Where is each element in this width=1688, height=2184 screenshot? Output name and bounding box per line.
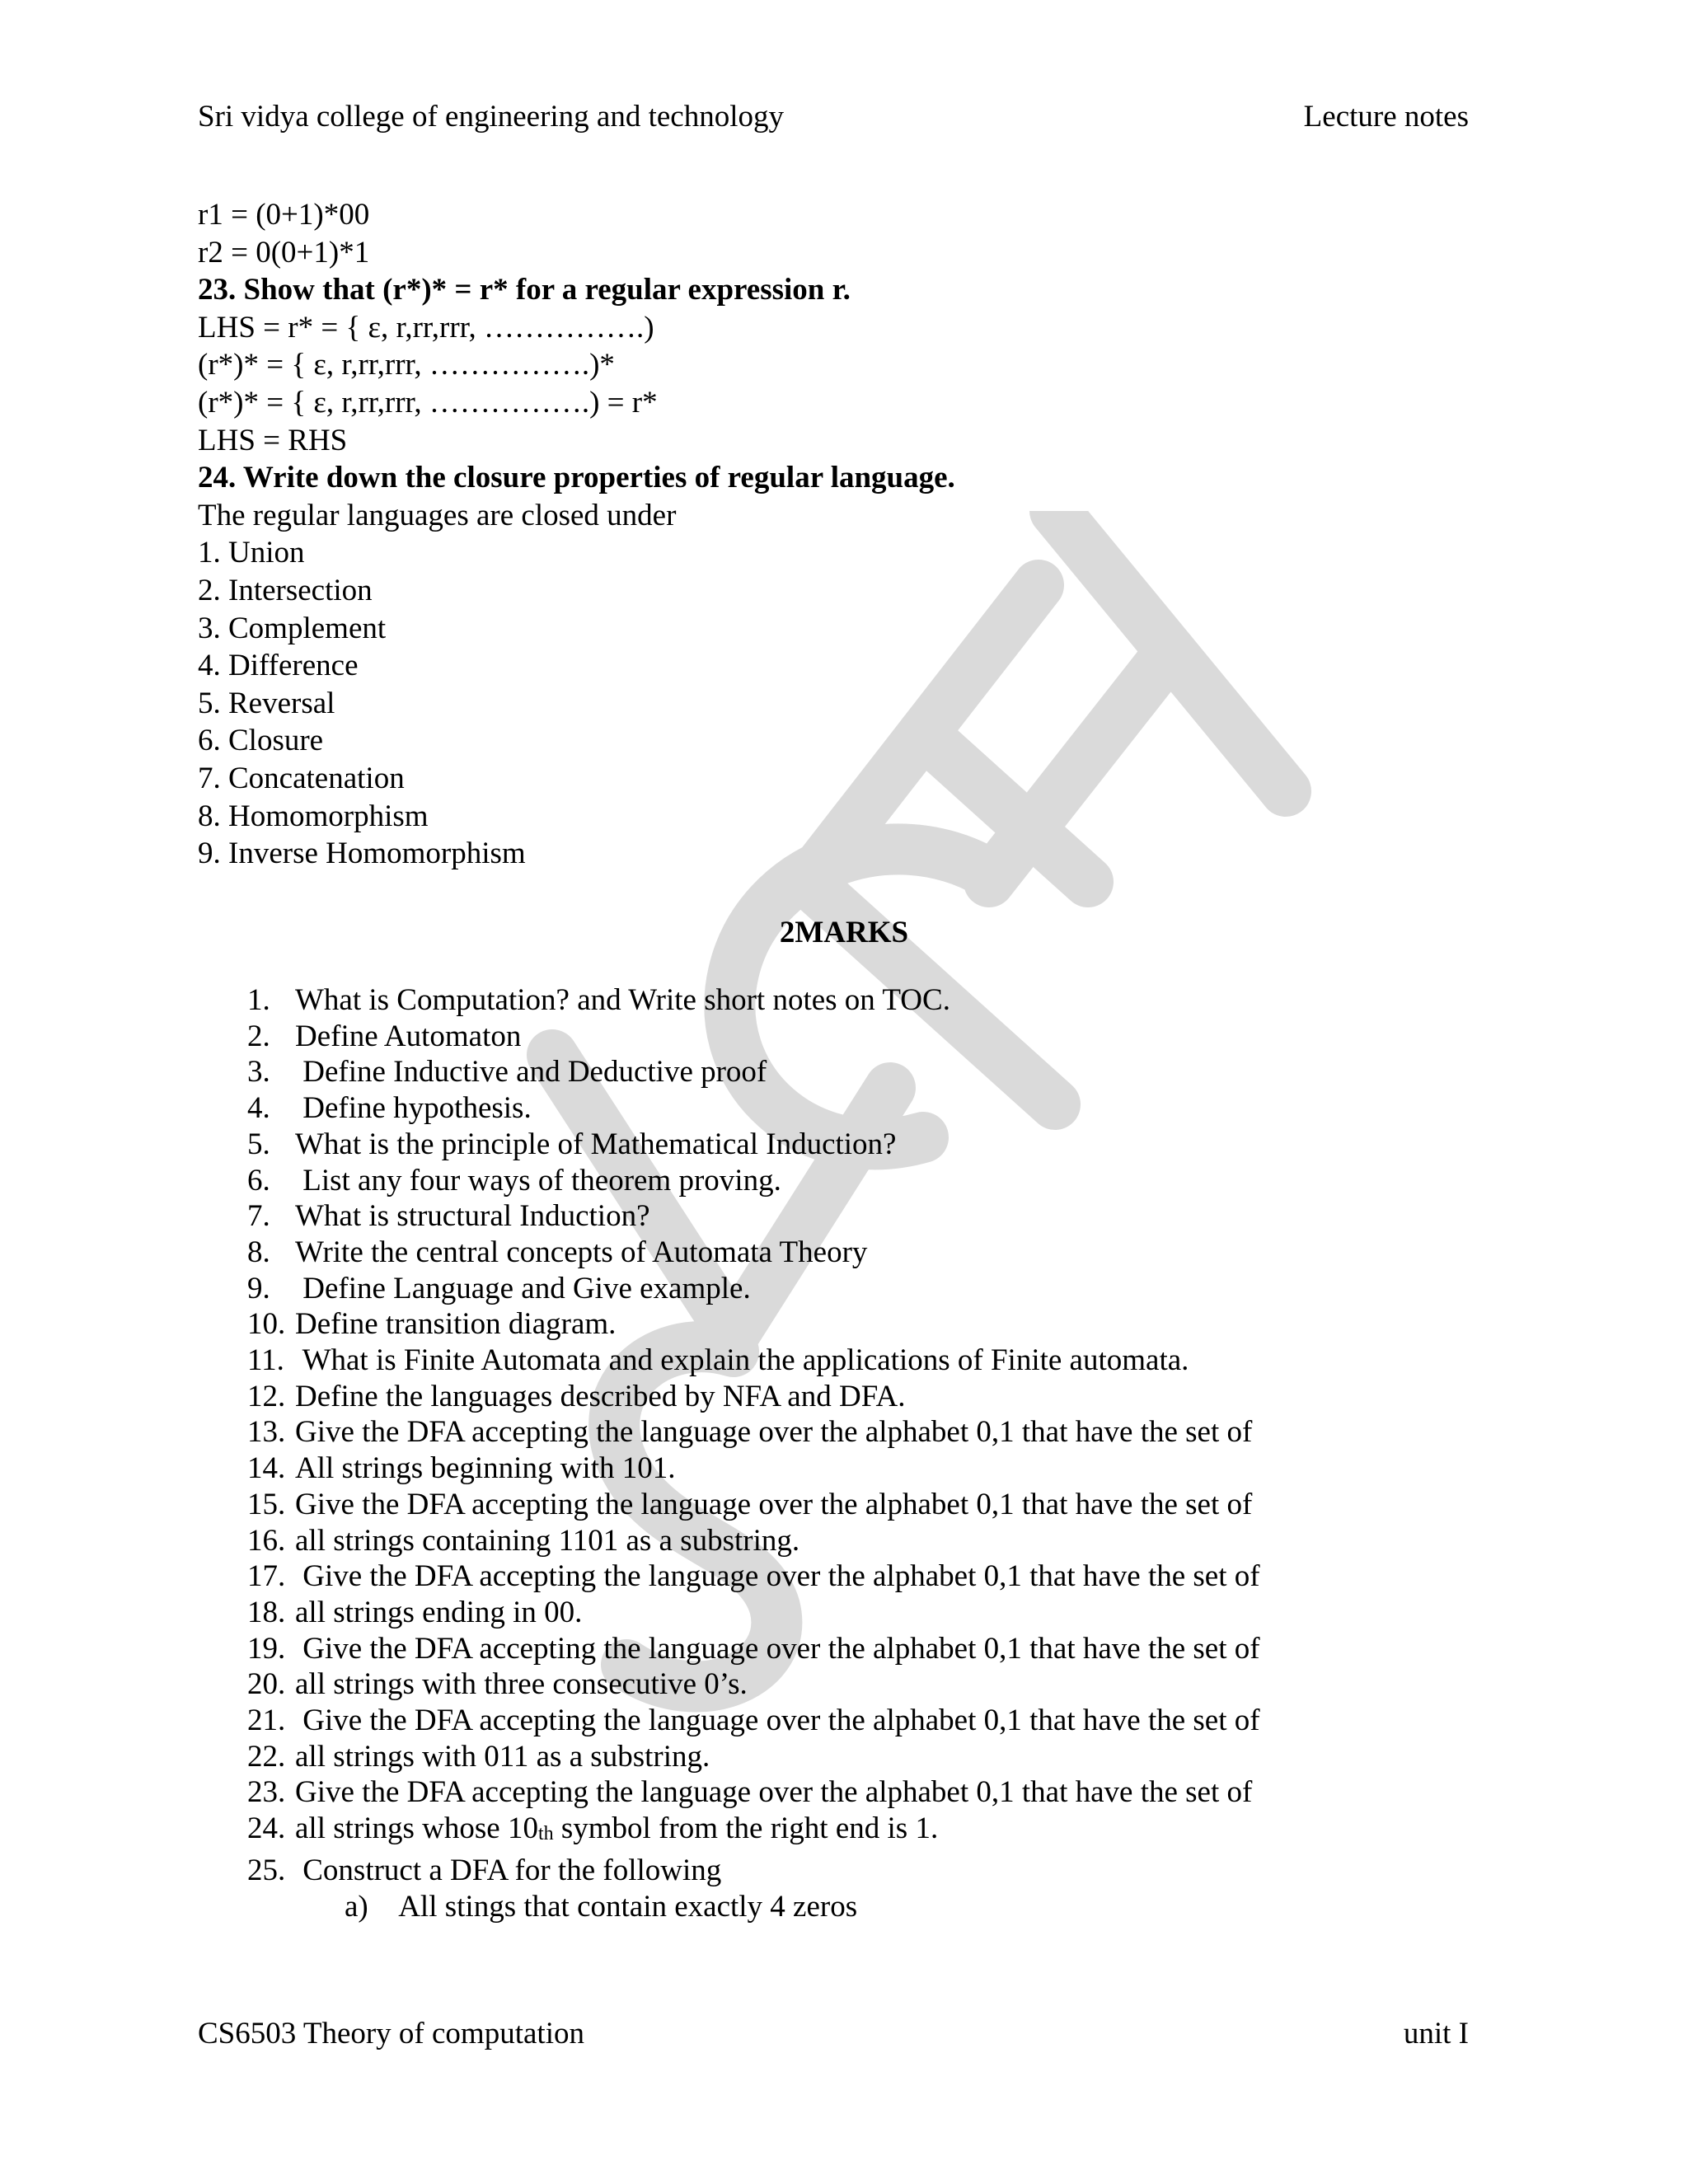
sub-list-item (247, 1889, 1484, 1925)
expr-r2: r2 = 0(0+1)*1 (198, 235, 370, 269)
closure-item: 6. Closure (198, 724, 324, 758)
item-number: 10. (247, 1307, 286, 1342)
item-text: Define hypothesis. (295, 1091, 532, 1126)
item-number: 19. (247, 1631, 286, 1666)
item-number: 8. (247, 1235, 270, 1269)
item-text: Give the DFA accepting the language over the alphabet 0,1 that have the set of (295, 1415, 1253, 1450)
list-item (247, 1853, 1484, 1889)
sub-item-number: a) (345, 1889, 368, 1924)
item-number: 1. (247, 983, 270, 1017)
item-number: 7. (247, 1199, 270, 1234)
item-text-part: symbol from the right end is 1. (553, 1811, 939, 1846)
item-number: 23. (247, 1775, 286, 1810)
item-text: Define Language and Give example. (295, 1271, 751, 1305)
footer-course: CS6503 Theory of computation (198, 2017, 584, 2050)
closure-item: 9. Inverse Homomorphism (198, 837, 526, 871)
item-text: Give the DFA accepting the language over the alphabet 0,1 that have the set of (295, 1559, 1260, 1594)
list-item (247, 1523, 1484, 1559)
item-text: What is the principle of Mathematical Induction? (295, 1127, 897, 1161)
item-number: 4. (247, 1091, 270, 1126)
question-24-heading: 24. Write down the closure properties of regular language. (198, 461, 955, 495)
item-number: 12. (247, 1379, 286, 1413)
sub-item-text: All stings that contain exactly 4 zeros (392, 1889, 858, 1924)
item-text: All strings beginning with 101. (295, 1451, 676, 1486)
proof-line-4: LHS = RHS (198, 423, 348, 457)
closure-item: 4. Difference (198, 649, 359, 683)
list-item (247, 1127, 1484, 1163)
item-text: Define Inductive and Deductive proof (295, 1055, 767, 1090)
item-text: all strings ending in 00. (295, 1595, 583, 1629)
list-item (247, 1414, 1484, 1451)
list-item (247, 1739, 1484, 1775)
list-item (247, 1090, 1484, 1127)
closure-item: 1. Union (198, 536, 305, 570)
section-title-2marks: 2MARKS (779, 916, 909, 949)
item-text: Define the languages described by NFA and DFA. (295, 1379, 906, 1413)
page-header (198, 99, 1469, 135)
closure-item: 3. Complement (198, 611, 387, 645)
item-number: 15. (247, 1487, 286, 1521)
item-number: 6. (247, 1163, 270, 1197)
closure-item: 5. Reversal (198, 686, 335, 720)
item-number: 3. (247, 1055, 270, 1090)
item-text: List any four ways of theorem proving. (295, 1163, 781, 1197)
item-number: 17. (247, 1559, 286, 1594)
item-text: What is Finite Automata and explain the applications of Finite automata. (295, 1343, 1189, 1378)
item-text: all strings with 011 as a substring. (295, 1739, 710, 1774)
list-item (247, 1631, 1484, 1667)
list-item (247, 1666, 1484, 1703)
list-item (247, 1558, 1484, 1595)
list-item (247, 1198, 1484, 1235)
list-item (247, 1306, 1484, 1343)
item-text: Construct a DFA for the following (295, 1853, 722, 1887)
list-item (247, 1271, 1484, 1307)
item-text: Define Automaton (295, 1019, 522, 1053)
header-institution: Sri vidya college of engineering and technology (198, 100, 785, 134)
list-item (247, 1774, 1484, 1811)
item-number: 11. (247, 1343, 284, 1378)
item-text: all strings containing 1101 as a substring. (295, 1523, 800, 1558)
list-item (247, 1379, 1484, 1415)
closure-item: 7. Concatenation (198, 761, 405, 795)
expr-r1: r1 = (0+1)*00 (198, 198, 370, 232)
item-number: 2. (247, 1019, 270, 1053)
item-number: 22. (247, 1739, 286, 1774)
superscript-th: th (537, 1823, 554, 1845)
list-item (247, 1343, 1484, 1379)
list-item (247, 1019, 1484, 1055)
item-text-part: all strings whose 10 (295, 1811, 538, 1846)
item-number: 14. (247, 1451, 286, 1486)
item-number: 25. (247, 1853, 286, 1887)
body-content (198, 196, 1484, 873)
list-item (247, 1163, 1484, 1199)
proof-line-1: LHS = r* = { ε, r,rr,rrr, …………….) (198, 310, 654, 344)
closure-intro: The regular languages are closed under (198, 498, 677, 532)
item-text: Write the central concepts of Automata Theory (295, 1235, 868, 1269)
page-footer (198, 2016, 1469, 2052)
closure-item: 2. Intersection (198, 573, 373, 607)
list-item (247, 1703, 1484, 1739)
item-text: Give the DFA accepting the language over the alphabet 0,1 that have the set of (295, 1704, 1260, 1738)
item-number: 16. (247, 1523, 286, 1558)
list-item (247, 1487, 1484, 1523)
question-list (247, 982, 1484, 1924)
item-number: 20. (247, 1667, 286, 1702)
item-text: What is structural Induction? (295, 1199, 650, 1234)
item-number: 5. (247, 1127, 270, 1161)
item-number: 18. (247, 1595, 286, 1629)
item-number: 9. (247, 1271, 270, 1305)
list-item (247, 1054, 1484, 1090)
item-text: What is Computation? and Write short notes on TOC. (295, 983, 950, 1017)
proof-line-3: (r*)* = { ε, r,rr,rrr, …………….) = r* (198, 385, 658, 419)
item-text: all strings with three consecutive 0’s. (295, 1667, 748, 1702)
item-number: 21. (247, 1704, 286, 1738)
closure-item: 8. Homomorphism (198, 799, 429, 833)
question-23-heading: 23. Show that (r*)* = r* for a regular expression r. (198, 273, 851, 307)
item-text (295, 1811, 938, 1853)
list-item (247, 1451, 1484, 1487)
item-text: Give the DFA accepting the language over the alphabet 0,1 that have the set of (295, 1631, 1260, 1666)
list-item (247, 1595, 1484, 1631)
item-number: 24. (247, 1811, 286, 1846)
list-item (247, 1235, 1484, 1271)
proof-line-2: (r*)* = { ε, r,rr,rrr, …………….)* (198, 348, 615, 382)
list-item (247, 1811, 1484, 1853)
footer-unit: unit I (1403, 2017, 1469, 2050)
header-doc-type: Lecture notes (1303, 100, 1469, 134)
list-item (247, 982, 1484, 1019)
item-text: Give the DFA accepting the language over the alphabet 0,1 that have the set of (295, 1487, 1253, 1521)
item-number: 13. (247, 1415, 286, 1450)
item-text: Give the DFA accepting the language over the alphabet 0,1 that have the set of (295, 1775, 1253, 1810)
item-text: Define transition diagram. (295, 1307, 617, 1342)
